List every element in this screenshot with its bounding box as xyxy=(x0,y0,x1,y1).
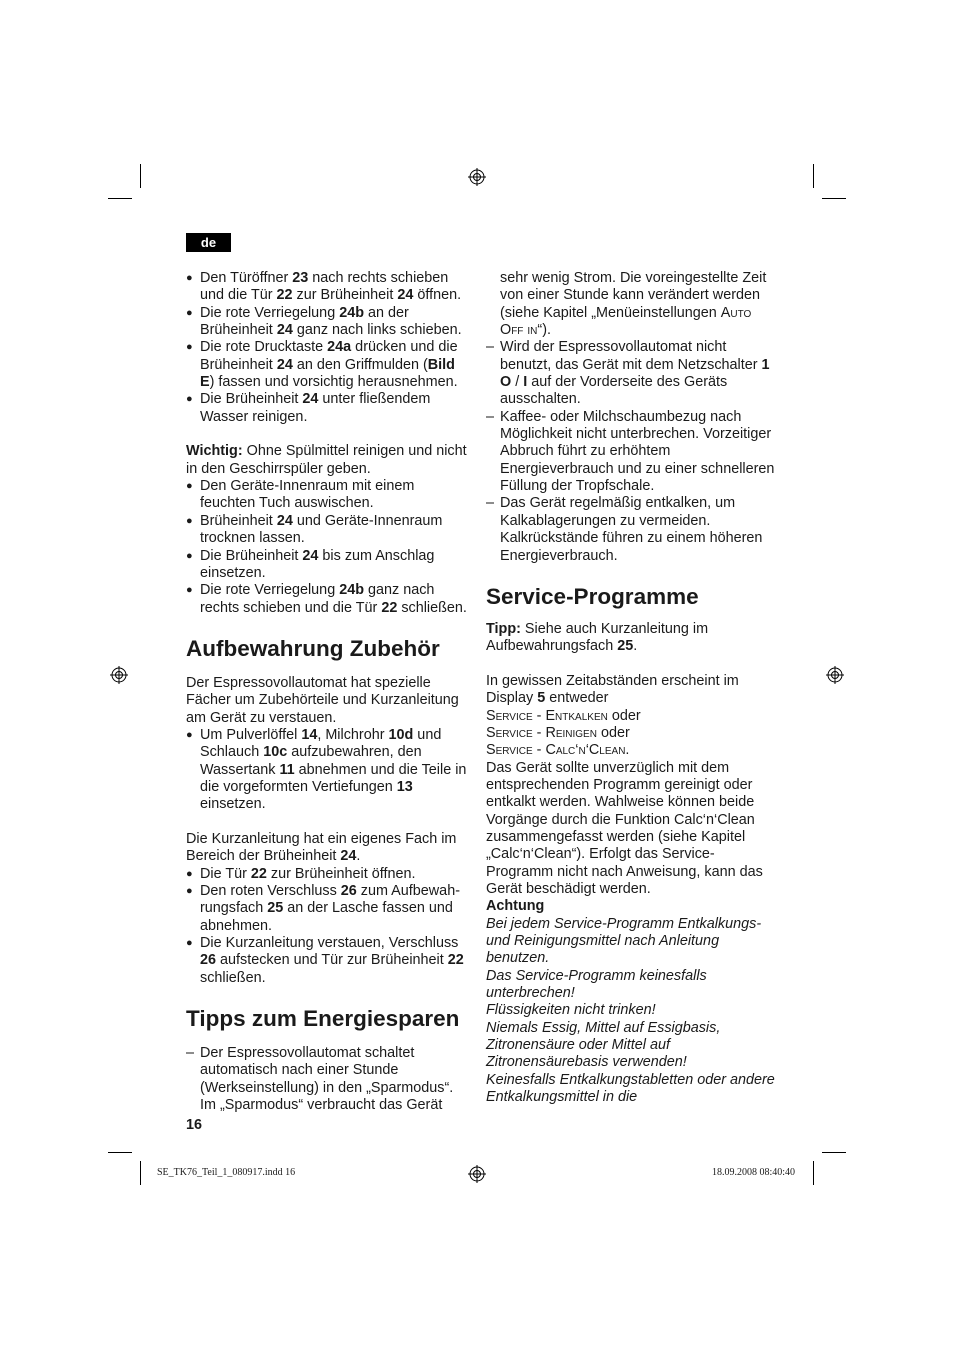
dash-item: – Der Espressovollautomat schaltet automatisch nach einer Stunde (Werkseinstellung) in den „Sparmodus“. Im „Sparmodus“ verbraucht das Gerät xyxy=(186,1045,470,1114)
bold-ref: 24 xyxy=(397,287,414,304)
crop-mark xyxy=(108,1152,132,1153)
bullet-item: ● Den roten Verschluss 26 zum Aufbewah-rungsfach 25 an der Lasche fassen und abnehmen. xyxy=(186,883,470,935)
bold-ref: 24 xyxy=(340,848,357,865)
dash-list xyxy=(486,339,776,564)
bullet-list xyxy=(186,866,470,987)
section-heading-energy: Tipps zum Energiesparen xyxy=(186,1006,460,1032)
crop-mark xyxy=(140,164,141,188)
bold-ref: 24 xyxy=(276,322,293,339)
important-note: Wichtig: Ohne Spülmittel reinigen und nicht in den Geschirrspüler geben. xyxy=(186,443,467,477)
registration-mark-icon xyxy=(826,666,844,684)
bullet-list xyxy=(186,478,470,617)
bold-ref: 24a xyxy=(327,339,352,356)
bold-ref: Tipp: xyxy=(486,620,521,637)
bold-ref: 24b xyxy=(339,582,365,599)
bold-ref: 22 xyxy=(381,599,398,616)
bold-ref: 26 xyxy=(200,952,217,969)
paragraph: Der Espressovollautomat hat spezielle Fächer um Zubehörteile und Kurzanleitung am Gerät zu verstauen. xyxy=(186,674,459,726)
section-heading-service: Service-Programme xyxy=(486,583,699,609)
bold-ref: 22 xyxy=(447,952,464,969)
crop-mark xyxy=(108,198,132,199)
bullet-item: ● Die Tür 22 zur Brüheinheit öffnen. xyxy=(186,866,470,883)
language-tab: de xyxy=(186,233,231,252)
text-line: Das Service-Programm keinesfalls unterbrechen! xyxy=(486,967,707,1002)
tip-text: Tipp: Siehe auch Kurzanleitung im Aufbewahrungsfach 25. xyxy=(486,620,709,655)
bullet-item: ● Die Brüheinheit 24 unter fließendem Wasser reinigen. xyxy=(186,391,470,426)
registration-mark-icon xyxy=(110,666,128,684)
text-line: Bei jedem Service-Programm Entkalkungs- und Reinigungsmittel nach Anleitung benutzen. xyxy=(486,915,762,967)
registration-mark-icon xyxy=(468,168,486,186)
bold-ref: 24 xyxy=(302,391,319,408)
bullet-item: ● Die Kurzanleitung verstauen, Verschluss 26 aufstecken und Tür zur Brüheinheit 22 schließen. xyxy=(186,935,470,987)
bold-ref: 10d xyxy=(388,726,414,743)
bullet-item: ● Die rote Drucktaste 24a drücken und die Brüheinheit 24 an den Griffmulden (Bild E) fassen und vorsichtig herausnehmen. xyxy=(186,339,470,391)
text-line: In gewissen Zeitabständen erscheint im Display 5 entweder xyxy=(486,672,739,707)
bullet-item: ● Die rote Verriegelung 24b an der Brüheinheit 24 ganz nach links schieben. xyxy=(186,305,470,340)
bold-ref: 13 xyxy=(396,778,413,795)
bullet-item: ● Brüheinheit 24 und Geräte-Innenraum trocknen lassen. xyxy=(186,513,470,548)
page-number: 16 xyxy=(186,1117,203,1133)
display-text: Service - Entkalken xyxy=(486,707,608,724)
section-heading-storage: Aufbewahrung Zubehör xyxy=(186,635,440,661)
crop-mark xyxy=(813,1161,814,1185)
text-line: Service - Calc‘n‘Clean. xyxy=(486,742,630,759)
display-text: Auto Off in xyxy=(500,304,752,339)
attention-title: Achtung xyxy=(486,898,545,915)
paragraph: Die Kurzanleitung hat ein eigenes Fach im Bereich der Brüheinheit 24. xyxy=(186,830,457,865)
bullet-list xyxy=(186,727,470,814)
timestamp: 18.09.2008 08:40:40 xyxy=(712,1167,796,1178)
bold-ref: 23 xyxy=(292,270,309,286)
bold-ref: 14 xyxy=(301,726,318,743)
bold-ref: 24b xyxy=(339,304,365,321)
bold-ref: 11 xyxy=(279,761,295,778)
dash-item: – Das Gerät regelmäßig entkalken, um Kalkablagerungen zu vermeiden. Kalkrückstände führen zu einem höheren Energieverbrauch. xyxy=(486,495,776,564)
text-line: Keinesfalls Entkalkungstabletten oder andere Entkalkungsmittel in die xyxy=(486,1071,775,1106)
bold-ref: I xyxy=(523,374,528,391)
registration-mark-icon xyxy=(468,1165,486,1183)
service-lines xyxy=(486,673,776,898)
bullet-list xyxy=(186,270,470,426)
bold-ref: 24 xyxy=(302,547,319,564)
text-line: Das Gerät sollte unverzüglich mit dem entsprechenden Programm gereinigt oder entkalkt werden. Wahlweise können beide Vorgänge durch die Funktion Calc‘n‘Clean zusammengefasst werden (siehe Kapitel „Calc‘n‘Clean“). Erfolgt das Service-Programm nicht nach Anweisung, kann das Gerät beschädigt werden. xyxy=(486,759,763,897)
dash-list xyxy=(186,1045,470,1114)
bold-ref: 26 xyxy=(340,883,357,899)
bold-ref: 10c xyxy=(263,744,288,761)
bold-ref: 5 xyxy=(537,690,546,707)
bold-ref: 1 O xyxy=(500,356,770,391)
text-line: Flüssigkeiten nicht trinken! xyxy=(486,1002,656,1019)
right-column xyxy=(486,270,776,1106)
text-line: Niemals Essig, Mittel auf Essigbasis, Zitronensäure oder Mittel auf Zitronensäurebasis verwenden! xyxy=(486,1019,721,1071)
text-line: Service - Entkalken oder xyxy=(486,707,641,724)
crop-mark xyxy=(822,1152,846,1153)
text-line: Service - Reinigen oder xyxy=(486,724,630,741)
file-slug: SE_TK76_Teil_1_080917.indd 16 xyxy=(157,1167,296,1178)
attention-lines xyxy=(486,916,776,1107)
bold-ref: 24 xyxy=(276,512,293,529)
bold-ref: 25 xyxy=(617,638,634,655)
dash-item: – Kaffee- oder Milchschaumbezug nach Möglichkeit nicht unterbrechen. Vorzeitiger Abbruch führt zu erhöhtem Energieverbrauch und zu einer schnelleren Füllung der Tropfschale. xyxy=(486,409,776,496)
display-text: Service - Calc‘n‘Clean xyxy=(486,742,626,759)
display-text: Service - Reinigen xyxy=(486,724,597,741)
bold-ref: 22 xyxy=(276,287,293,304)
bullet-item: ● Den Türöffner 23 nach rechts schieben und die Tür 22 zur Brüheinheit 24 öffnen. xyxy=(186,270,470,305)
crop-mark xyxy=(140,1161,141,1185)
bullet-item: ● Den Geräte-Innenraum mit einem feuchten Tuch auswischen. xyxy=(186,478,470,513)
crop-mark xyxy=(822,198,846,199)
bullet-item: ● Die rote Verriegelung 24b ganz nach rechts schieben und die Tür 22 schließen. xyxy=(186,582,470,617)
bold-ref: 24 xyxy=(276,356,293,373)
dash-item: – Wird der Espressovollautomat nicht benutzt, das Gerät mit dem Netzschalter 1 O / I auf der Vorderseite des Geräts ausschalten. xyxy=(486,339,776,408)
left-column xyxy=(186,270,470,1114)
bold-ref: 25 xyxy=(267,900,284,917)
bold-ref: Wichtig: xyxy=(186,443,243,460)
continued-text: sehr wenig Strom. Die voreingestellte Zeit von einer Stunde kann verändert werden (siehe Kapitel „Menüeinstellungen Auto Off in“). xyxy=(500,270,767,339)
bullet-item: ● Die Brüheinheit 24 bis zum Anschlag einsetzen. xyxy=(186,548,470,583)
crop-mark xyxy=(813,164,814,188)
bullet-item: ● Um Pulverlöffel 14, Milchrohr 10d und Schlauch 10c aufzubewahren, den Wassertank 11 abnehmen und die Teile in die vorgeformten Vertiefungen 13 einsetzen. xyxy=(186,727,470,814)
bold-ref: 22 xyxy=(250,865,267,882)
bold-ref: Bild E xyxy=(200,356,455,391)
